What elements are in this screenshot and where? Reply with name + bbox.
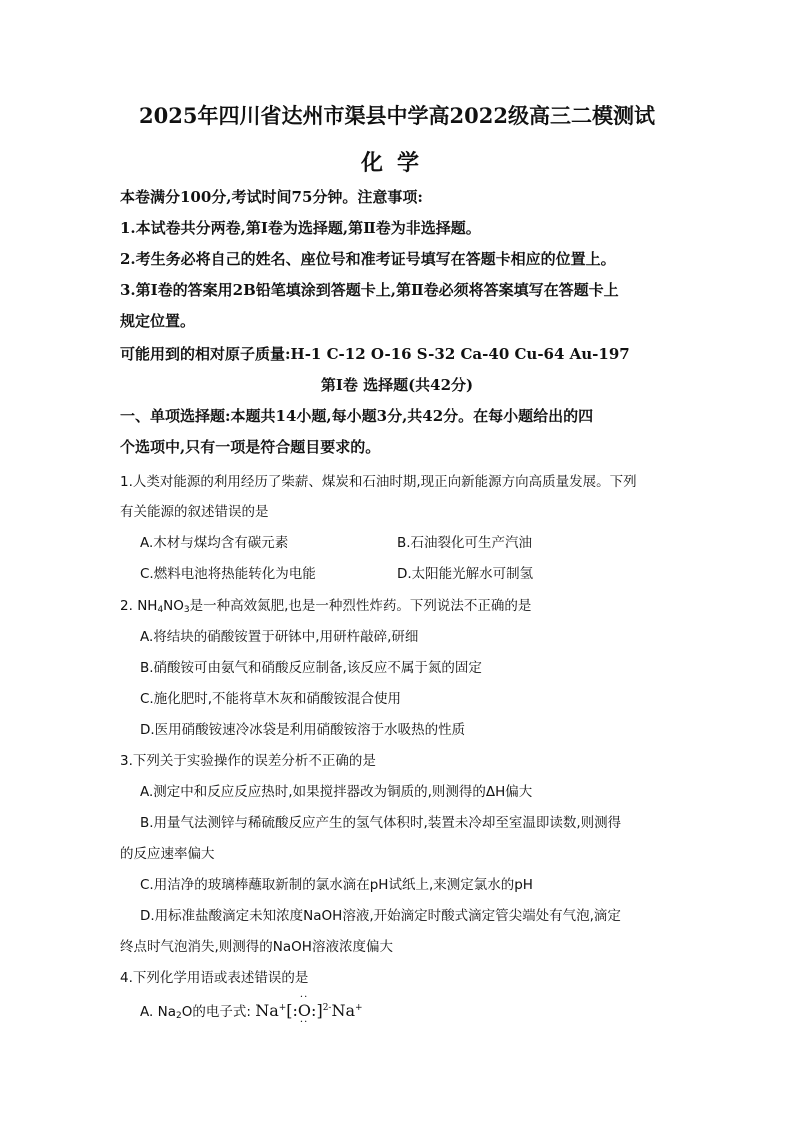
q2-formula [137, 598, 189, 614]
bracket-open: [: [286, 1001, 298, 1020]
q1-stem-line-2: 有关能源的叙述错误的是 [120, 504, 269, 520]
q3-option-d-line-1: D.用标准盐酸滴定未知浓度NaOH溶液,开始滴定时酸式滴定管尖端处有气泡,滴定 [140, 908, 621, 924]
q3-option-b-line-1: B.用量气法测锌与稀硫酸反应产生的氢气体积时,装置未冷却至室温即读数,则测得 [140, 815, 622, 831]
q2-stem [120, 594, 531, 615]
q2-option-c: C.施化肥时,不能将草木灰和硝酸铵混合使用 [140, 691, 402, 707]
section-title: 第Ⅰ卷 选择题(共42分) [320, 376, 474, 394]
oxygen-symbol: O [297, 1001, 312, 1020]
note-2: 2.考生务必将自己的姓名、座位号和准考证号填写在答题卡相应的位置上。 [120, 250, 616, 268]
q1-option-d: D.太阳能光解水可制氢 [397, 566, 534, 582]
charge-superscript: + [278, 1003, 287, 1013]
q2-stem-text: 是一种高效氮肥,也是一种烈性炸药。下列说法不正确的是 [189, 598, 532, 614]
formula-subscript: 3 [183, 605, 190, 615]
formula-part: O的电子式: [181, 1004, 251, 1020]
q1-option-c: C.燃料电池将热能转化为电能 [140, 566, 316, 582]
formula-part: NH [137, 598, 158, 614]
q2-number: 2. [120, 598, 133, 614]
bracket-close: :] [311, 1001, 323, 1020]
formula-part: NO [163, 598, 184, 614]
formula-subscript: 4 [157, 605, 164, 615]
q3-option-a: A.测定中和反应反应热时,如果搅拌器改为铜质的,则测得的ΔH偏大 [140, 784, 533, 800]
sodium-symbol: Na [331, 1001, 356, 1020]
formula-subscript: 2 [175, 1011, 182, 1021]
charge-superscript: + [355, 1003, 363, 1013]
q1-option-b: B.石油裂化可生产汽油 [397, 535, 533, 551]
q2-option-a: A.将结块的硝酸铵置于研钵中,用研杵敲碎,研细 [140, 629, 419, 645]
electron-dots-top: ·· [299, 992, 309, 1003]
q4-option-a [140, 992, 363, 1028]
q2-option-b: B.硝酸铵可由氨气和硝酸反应制备,该反应不属于氮的固定 [140, 660, 482, 676]
q3-option-d-line-2: 终点时气泡消失,则测得的NaOH溶液浓度偏大 [120, 939, 393, 955]
electron-dots-bottom: ·· [299, 1017, 309, 1028]
subject-title: 化学 [360, 150, 433, 176]
q3-stem: 3.下列关于实验操作的误差分析不正确的是 [120, 753, 376, 769]
notes-intro: 本卷满分100分,考试时间75分钟。注意事项: [120, 188, 423, 206]
formula-part: Na [157, 1004, 176, 1020]
q1-option-a: A.木材与煤均含有碳元素 [140, 535, 289, 551]
section-instruction-line-1: 一、单项选择题:本题共14小题,每小题3分,共42分。在每小题给出的四 [120, 407, 594, 425]
oxygen-with-dots [297, 992, 312, 1028]
note-1: 1.本试卷共分两卷,第Ⅰ卷为选择题,第Ⅱ卷为非选择题。 [120, 219, 481, 237]
option-label: A. [140, 1004, 154, 1020]
note-3-line-2: 规定位置。 [120, 312, 196, 330]
q3-option-c: C.用洁净的玻璃棒蘸取新制的氯水滴在pH试纸上,来测定氯水的pH [140, 877, 533, 893]
q1-stem-line-1: 1.人类对能源的利用经历了柴薪、煤炭和石油时期,现正向新能源方向高质量发展。下列 [120, 474, 637, 490]
section-instruction-line-2: 个选项中,只有一项是符合题目要求的。 [120, 438, 381, 456]
atomic-masses: 可能用到的相对原子质量:H-1 C-12 O-16 S-32 Ca-40 Cu-64 Au-197 [120, 345, 630, 363]
electron-formula [255, 992, 363, 1028]
note-3-line-1: 3.第Ⅰ卷的答案用2B铅笔填涂到答题卡上,第Ⅱ卷必须将答案填写在答题卡上 [120, 281, 619, 299]
q2-option-d: D.医用硝酸铵速冷冰袋是利用硝酸铵溶于水吸热的性质 [140, 722, 466, 738]
q4-stem: 4.下列化学用语或表述错误的是 [120, 970, 309, 986]
sodium-symbol: Na [255, 1001, 279, 1020]
exam-title: 2025年四川省达州市渠县中学高2022级高三二模测试 [139, 103, 655, 128]
q3-option-b-line-2: 的反应速率偏大 [120, 846, 215, 862]
charge-superscript: 2- [322, 1003, 332, 1013]
